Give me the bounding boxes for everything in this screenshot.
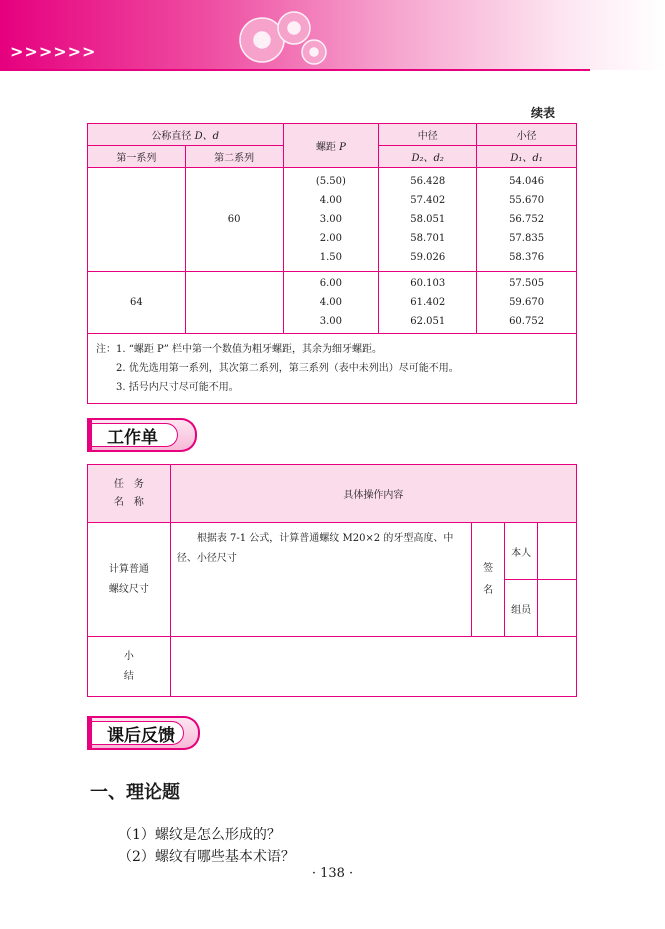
pitch-header: 螺距 P — [283, 124, 379, 168]
worksheet-title: 工作单 — [107, 428, 158, 448]
pitch-value: 2.00 — [319, 233, 343, 244]
series1-header: 第一系列 — [88, 146, 186, 168]
operation-content-header: 具体操作内容 — [170, 465, 576, 523]
tab-accent-bar — [87, 716, 92, 748]
task-content-cell: 根据表 7-1 公式，计算普通螺纹 M20×2 的牙型高度、中径、小径尺寸 — [170, 523, 471, 637]
question-item: （1）螺纹是怎么形成的？ — [118, 827, 281, 843]
summary-label-cell — [88, 637, 171, 697]
minor-diameter-vars: D₁、d₁ — [477, 146, 577, 168]
worksheet-table — [87, 464, 577, 697]
continued-table-label: 续表 — [530, 106, 555, 120]
summary-char: 结 — [123, 670, 134, 682]
pitch-values — [283, 168, 379, 272]
task-header-line: 任 务 — [113, 478, 144, 490]
pitch-diameter-value: 58.701 — [410, 233, 446, 244]
note-1: 注：1. “螺距 P” 栏中第一个数值为粗牙螺距，其余为细牙螺距。 — [96, 344, 383, 355]
sign-char: 名 — [483, 584, 494, 596]
signature-label — [472, 523, 505, 637]
series2-header: 第二系列 — [185, 146, 283, 168]
self-signature-field[interactable] — [538, 523, 577, 580]
series2-cell: 60 — [185, 168, 283, 272]
series2-cell — [185, 272, 283, 334]
pitch-value: 4.00 — [319, 195, 343, 206]
series1-cell — [88, 168, 186, 272]
sign-char: 签 — [483, 562, 494, 574]
pitch-diameter-vars: D₂、d₂ — [379, 146, 477, 168]
minor-diameter-value: 60.752 — [509, 316, 545, 327]
table-row-group-64 — [88, 272, 577, 334]
minor-diameter-value: 57.505 — [509, 278, 545, 289]
pitch-value: 4.00 — [319, 297, 343, 308]
summary-char: 小 — [123, 650, 134, 662]
pitch-value: 3.00 — [319, 316, 343, 327]
feedback-section-tab — [87, 716, 202, 748]
pitch-diameter-value: 56.428 — [410, 176, 446, 187]
task-name-header — [88, 465, 171, 523]
pitch-diameter-values — [379, 168, 477, 272]
minor-diameter-values — [477, 168, 577, 272]
table-notes-row — [88, 334, 577, 404]
minor-diameter-value: 57.835 — [509, 233, 545, 244]
feedback-title: 课后反馈 — [107, 726, 175, 746]
minor-diameter-value: 56.752 — [509, 214, 545, 225]
task-name-line: 计算普通 — [108, 563, 149, 575]
task-header-line: 名 称 — [113, 496, 144, 508]
member-signature-field[interactable] — [538, 580, 577, 637]
note-2: 2. 优先选用第一系列，其次第二系列，第三系列（表中未列出）尽可能不用。 — [116, 363, 459, 374]
self-signature-label: 本人 — [505, 523, 538, 580]
theory-section-title: 一、理论题 — [90, 782, 180, 803]
pitch-value: 1.50 — [319, 252, 343, 263]
pitch-diameter-values — [379, 272, 477, 334]
nominal-diameter-header: 公称直径 D、d — [88, 124, 284, 146]
minor-diameter-values — [477, 272, 577, 334]
question-item: （2）螺纹有哪些基本术语？ — [118, 849, 295, 865]
table-row-group-60 — [88, 168, 577, 272]
pitch-value: (5.50) — [315, 176, 346, 187]
task-name-line: 螺纹尺寸 — [108, 583, 149, 595]
summary-field[interactable] — [170, 637, 576, 697]
tab-accent-bar — [87, 418, 92, 450]
thread-dimension-table — [87, 123, 577, 404]
pitch-values — [283, 272, 379, 334]
gears-icon — [232, 6, 342, 70]
pitch-diameter-value: 57.402 — [410, 195, 446, 206]
pitch-diameter-value: 59.026 — [410, 252, 446, 263]
worksheet-section-tab — [87, 418, 199, 450]
minor-diameter-value: 58.376 — [509, 252, 545, 263]
series1-cell: 64 — [88, 272, 186, 334]
member-signature-label: 组员 — [505, 580, 538, 637]
table-notes — [88, 334, 577, 404]
page-number: · 138 · — [311, 866, 354, 881]
pitch-diameter-value: 58.051 — [410, 214, 446, 225]
pitch-diameter-value: 62.051 — [410, 316, 446, 327]
minor-diameter-value: 54.046 — [509, 176, 545, 187]
minor-diameter-header: 小径 — [477, 124, 577, 146]
pitch-diameter-value: 61.402 — [410, 297, 446, 308]
pitch-diameter-header: 中径 — [379, 124, 477, 146]
note-3: 3. 括号内尺寸尽可能不用。 — [116, 382, 239, 393]
pitch-diameter-value: 60.103 — [410, 278, 446, 289]
minor-diameter-value: 59.670 — [509, 297, 545, 308]
chevrons-decoration: >>>>>> — [10, 42, 97, 61]
task-name-cell — [88, 523, 171, 637]
pitch-value: 3.00 — [319, 214, 343, 225]
minor-diameter-value: 55.670 — [509, 195, 545, 206]
pitch-value: 6.00 — [319, 278, 343, 289]
